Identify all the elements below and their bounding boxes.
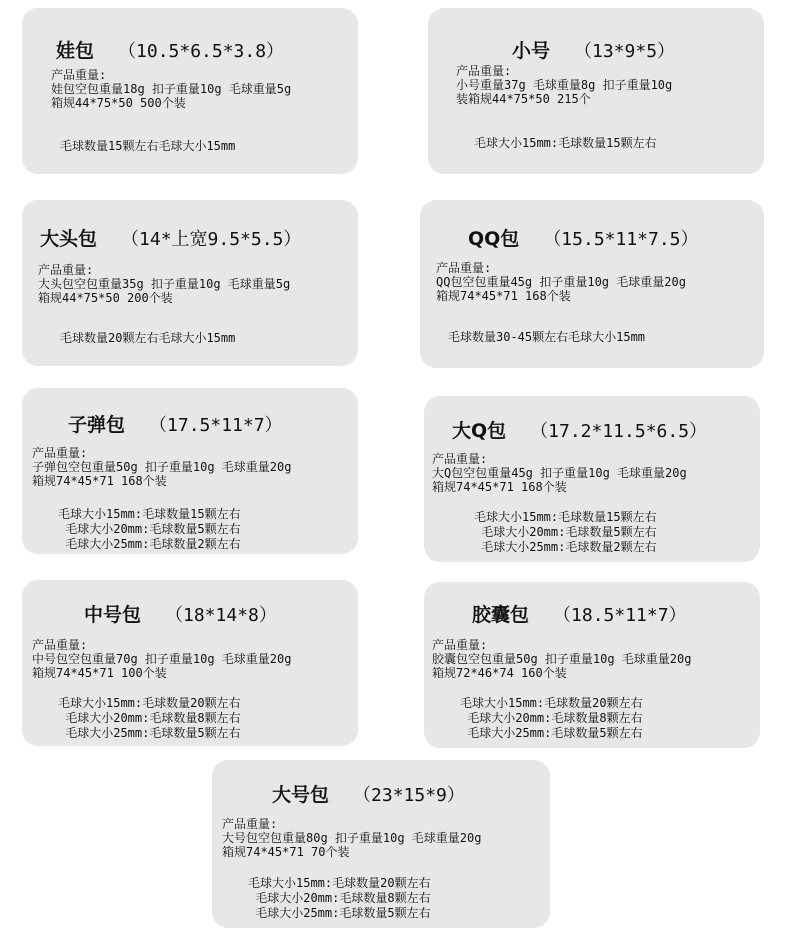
card-title (452, 416, 707, 443)
product-card-qqbao (420, 200, 764, 368)
product-card-xiaohao (428, 8, 764, 174)
product-name: 子弹包 (68, 414, 126, 436)
box-spec: 箱规44*75*50 500个装 (51, 96, 186, 110)
product-dimensions: （17.2*11.5*6.5） (530, 421, 708, 442)
note-line: 毛球大小15mm:毛球数量15颗左右 (474, 136, 657, 150)
product-dimensions: （18*14*8） (165, 605, 277, 626)
product-name: 小号 (512, 40, 551, 62)
weight-label: 产品重量: (432, 638, 488, 652)
box-spec: 箱规74*45*71 100个装 (32, 666, 167, 680)
box-spec: 箱规74*45*71 70个装 (222, 845, 350, 859)
box-spec: 装箱规44*75*50 215个 (456, 92, 591, 106)
note-line: 毛球大小20mm:毛球数量5颗左右 (58, 522, 241, 536)
weight-label: 产品重量: (38, 263, 94, 277)
note-line: 毛球大小15mm:毛球数量15颗左右 (58, 507, 241, 521)
note-line: 毛球数量20颗左右毛球大小15mm (60, 331, 236, 345)
weight-values: 中号包空包重量70g 扣子重量10g 毛球重量20g (32, 652, 292, 666)
weight-label: 产品重量: (222, 817, 278, 831)
product-dimensions: （23*15*9） (353, 785, 465, 806)
product-dimensions: （17.5*11*7） (149, 415, 283, 436)
product-card-daqbao (424, 396, 760, 562)
card-title (84, 600, 277, 627)
product-card-jiaonangbao (424, 582, 760, 748)
card-title (512, 36, 675, 63)
product-dimensions: （10.5*6.5*3.8） (118, 41, 285, 62)
product-name: 胶囊包 (472, 604, 530, 626)
note-line: 毛球数量15颗左右毛球大小15mm (60, 139, 236, 153)
weight-info (222, 817, 481, 859)
pompom-notes (248, 876, 431, 921)
weight-values: QQ包空包重量45g 扣子重量10g 毛球重量20g (436, 275, 686, 289)
weight-label: 产品重量: (432, 452, 488, 466)
pompom-notes (60, 139, 235, 154)
pompom-notes (460, 696, 643, 741)
note-line: 毛球数量30-45颗左右毛球大小15mm (448, 330, 646, 344)
weight-values: 小号重量37g 毛球重量8g 扣子重量10g (456, 78, 673, 92)
pompom-notes (60, 331, 235, 346)
product-name: 大Q包 (452, 420, 507, 442)
product-dimensions: （15.5*11*7.5） (543, 229, 699, 250)
note-line: 毛球大小25mm:毛球数量5颗左右 (58, 726, 241, 740)
weight-info (432, 638, 691, 680)
product-name: QQ包 (468, 228, 520, 250)
weight-info (38, 263, 290, 305)
weight-label: 产品重量: (32, 638, 88, 652)
weight-label: 产品重量: (51, 68, 107, 82)
note-line: 毛球大小20mm:毛球数量8颗左右 (248, 891, 431, 905)
note-line: 毛球大小25mm:毛球数量5颗左右 (248, 906, 431, 920)
product-dimensions: （13*9*5） (574, 41, 676, 62)
box-spec: 箱规74*45*71 168个装 (432, 480, 567, 494)
product-name: 中号包 (84, 604, 142, 626)
pompom-notes (448, 330, 645, 345)
weight-label: 产品重量: (436, 261, 492, 275)
product-card-dahaobao (212, 760, 550, 928)
box-spec: 箱规74*45*71 168个装 (32, 474, 167, 488)
box-spec: 箱规72*46*74 160个装 (432, 666, 567, 680)
weight-info (432, 452, 687, 494)
note-line: 毛球大小15mm:毛球数量20颗左右 (248, 876, 431, 890)
card-title (472, 600, 687, 627)
weight-label: 产品重量: (32, 446, 88, 460)
card-title (40, 224, 301, 251)
card-title (468, 224, 699, 251)
card-title (68, 410, 283, 437)
product-name: 大头包 (40, 228, 98, 250)
weight-values: 大号包空包重量80g 扣子重量10g 毛球重量20g (222, 831, 482, 845)
weight-info (32, 446, 291, 488)
note-line: 毛球大小20mm:毛球数量8颗左右 (58, 711, 241, 725)
note-line: 毛球大小25mm:毛球数量2颗左右 (474, 540, 657, 554)
pompom-notes (58, 696, 241, 741)
product-name: 大号包 (272, 784, 330, 806)
weight-info (51, 68, 291, 110)
note-line: 毛球大小25mm:毛球数量5颗左右 (460, 726, 643, 740)
weight-values: 子弹包空包重量50g 扣子重量10g 毛球重量20g (32, 460, 292, 474)
product-card-wabao (22, 8, 358, 174)
box-spec: 箱规74*45*71 168个装 (436, 289, 571, 303)
note-line: 毛球大小20mm:毛球数量8颗左右 (460, 711, 643, 725)
product-dimensions: （18.5*11*7） (553, 605, 687, 626)
card-title (272, 780, 465, 807)
pompom-notes (474, 510, 657, 555)
product-dimensions: （14*上宽9.5*5.5） (121, 229, 302, 250)
weight-values: 胶囊包空包重量50g 扣子重量10g 毛球重量20g (432, 652, 692, 666)
weight-values: 娃包空包重量18g 扣子重量10g 毛球重量5g (51, 82, 292, 96)
product-card-datoubao (22, 200, 358, 366)
product-card-zhonghaobao (22, 580, 358, 746)
box-spec: 箱规44*75*50 200个装 (38, 291, 173, 305)
card-title (56, 36, 284, 63)
weight-values: 大Q包空包重量45g 扣子重量10g 毛球重量20g (432, 466, 687, 480)
weight-info (436, 261, 686, 303)
weight-label: 产品重量: (456, 64, 512, 78)
weight-values: 大头包空包重量35g 扣子重量10g 毛球重量5g (38, 277, 291, 291)
pompom-notes (474, 136, 657, 151)
note-line: 毛球大小15mm:毛球数量20颗左右 (58, 696, 241, 710)
product-name: 娃包 (56, 40, 95, 62)
weight-info (456, 64, 672, 106)
note-line: 毛球大小15mm:毛球数量20颗左右 (460, 696, 643, 710)
pompom-notes (58, 507, 241, 552)
note-line: 毛球大小25mm:毛球数量2颗左右 (58, 537, 241, 551)
weight-info (32, 638, 291, 680)
product-card-zidanbao (22, 388, 358, 554)
note-line: 毛球大小20mm:毛球数量5颗左右 (474, 525, 657, 539)
note-line: 毛球大小15mm:毛球数量15颗左右 (474, 510, 657, 524)
